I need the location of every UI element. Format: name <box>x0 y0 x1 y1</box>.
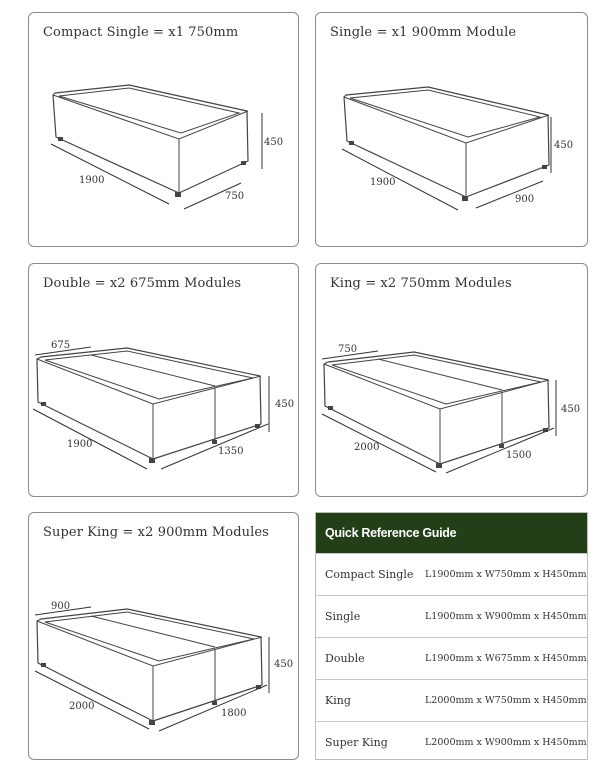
compact-single-diagram <box>29 13 300 248</box>
panel-title: Double = x2 675mm Modules <box>43 276 242 291</box>
guide-row-dims: L2000mm x W900mm x H450mm <box>425 737 587 748</box>
single-diagram <box>316 13 589 248</box>
guide-row-name: Single <box>325 610 361 623</box>
length-label: 1900 <box>79 175 105 186</box>
guide-row-name: Compact Single <box>325 568 414 581</box>
length-label: 1900 <box>67 439 93 450</box>
module-label: 675 <box>51 340 71 351</box>
panel-title: King = x2 750mm Modules <box>330 276 512 291</box>
guide-row-dims: L1900mm x W675mm x H450mm <box>425 653 587 664</box>
guide-row-dims: L1900mm x W750mm x H450mm <box>425 569 587 580</box>
length-label: 1900 <box>370 177 396 188</box>
guide-row-dims: L1900mm x W900mm x H450mm <box>425 611 587 622</box>
width-label: 1350 <box>218 446 244 457</box>
panel-title: Compact Single = x1 750mm <box>43 25 239 40</box>
panel-title: Super King = x2 900mm Modules <box>43 525 269 540</box>
king-diagram <box>316 264 589 498</box>
panel-compact-single <box>28 12 299 247</box>
guide-row <box>316 679 587 721</box>
panel-title: Single = x1 900mm Module <box>330 25 517 40</box>
height-label: 450 <box>274 659 294 670</box>
height-label: 450 <box>554 140 574 151</box>
height-label: 450 <box>275 399 295 410</box>
module-label: 750 <box>338 344 358 355</box>
quick-reference-guide <box>315 512 588 760</box>
guide-row-name: Super King <box>325 736 388 749</box>
guide-row-name: Double <box>325 652 365 665</box>
length-label: 2000 <box>354 442 380 453</box>
panel-king <box>315 263 588 497</box>
height-label: 450 <box>264 137 284 148</box>
panel-super-king <box>28 512 299 760</box>
guide-row <box>316 553 587 595</box>
height-label: 450 <box>561 404 581 415</box>
guide-title: Quick Reference Guide <box>316 513 587 553</box>
width-label: 1500 <box>506 450 532 461</box>
module-label: 900 <box>51 601 71 612</box>
guide-row-name: King <box>325 694 351 707</box>
guide-row <box>316 595 587 637</box>
double-diagram <box>29 264 300 498</box>
guide-row <box>316 721 587 763</box>
panel-single <box>315 12 588 247</box>
length-label: 2000 <box>69 701 95 712</box>
width-label: 900 <box>515 194 535 205</box>
guide-row <box>316 637 587 679</box>
width-label: 750 <box>225 191 245 202</box>
guide-row-dims: L2000mm x W750mm x H450mm <box>425 695 587 706</box>
super-king-diagram <box>29 513 300 761</box>
panel-double <box>28 263 299 497</box>
width-label: 1800 <box>221 708 247 719</box>
